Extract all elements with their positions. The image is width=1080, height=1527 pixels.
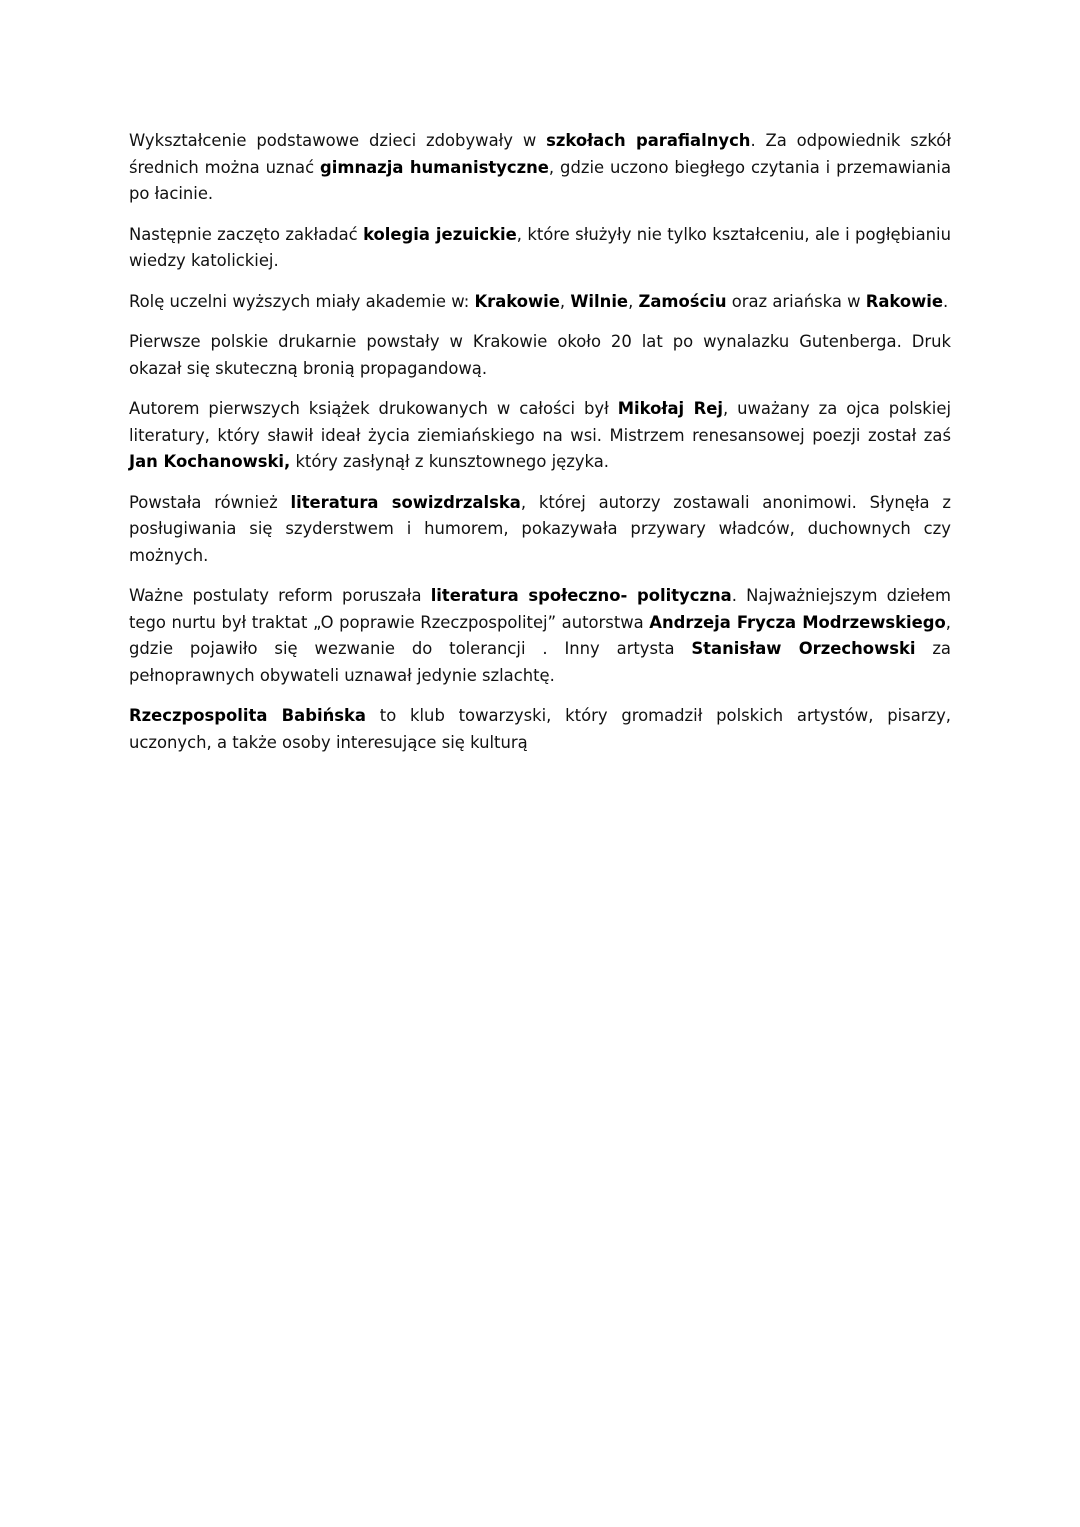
bold-term: kolegia jezuickie (363, 224, 517, 244)
text-run: Rolę uczelni wyższych miały akademie w: (129, 291, 475, 311)
paragraph-sowizdrzal-literature (129, 490, 951, 570)
bold-term: Rakowie (865, 291, 944, 311)
text-run: , (559, 291, 571, 311)
document-body (129, 128, 951, 770)
bold-term: szkołach parafialnych (546, 131, 751, 150)
text-run: . (943, 291, 949, 311)
text-run: który zasłynął z kunsztownego języka. (290, 452, 609, 471)
text-run: Ważne postulaty reform poruszała (129, 586, 431, 605)
text-run: . Najważniejszym dziełem tego nurtu był traktat „O poprawie Rzeczpospolitej” autorstwa (129, 586, 951, 632)
text-run: , gdzie pojawiło się wezwanie do tolerancji . Inny artysta (129, 612, 951, 658)
bold-term: Wilnie (570, 291, 629, 311)
paragraph-printing-houses (129, 329, 951, 382)
paragraph-academies (129, 289, 951, 316)
text-run: , której autorzy zostawali anonimowi. Słynęła z posługiwania się szyderstwem i humorem, pokazywała przywary władców, duchownych czy możnych. (129, 492, 951, 565)
text-run: , (628, 291, 639, 311)
bold-term: Zamościu (638, 291, 727, 311)
paragraph-political-literature (129, 583, 951, 689)
bold-term: literatura społeczno- polityczna (430, 586, 732, 605)
text-run: , uważany za ojca polskiej literatury, który sławił ideał życia ziemiańskiego na wsi. Mistrzem renesansowej poezji został zaś (129, 399, 951, 445)
text-run: Pierwsze polskie drukarnie powstały w Krakowie około 20 lat po wynalazku Gutenberga. Druk okazał się skuteczną bronią propagandową. (129, 332, 951, 378)
bold-term: literatura sowizdrzalska (290, 492, 521, 512)
text-run: Wykształcenie podstawowe dzieci zdobywały w (129, 131, 547, 150)
bold-term: Andrzeja Frycza Modrzewskiego (649, 612, 946, 632)
text-run: . Za odpowiednik szkół średnich można uznać (129, 131, 951, 177)
bold-term: gimnazja humanistyczne (320, 157, 549, 177)
text-run: to klub towarzyski, który gromadził polskich artystów, pisarzy, uczonych, a także osoby interesujące się kulturą (129, 706, 951, 752)
bold-term: Jan Kochanowski, (129, 452, 291, 471)
paragraph-babin-republic (129, 703, 951, 756)
text-run: Autorem pierwszych książek drukowanych w całości był (129, 399, 618, 418)
text-run: Powstała również (129, 492, 291, 512)
text-run: za pełnoprawnych obywateli uznawał jedynie szlachtę. (129, 639, 951, 685)
text-run: , gdzie uczono biegłego czytania i przemawiania po łacinie. (129, 157, 951, 203)
paragraph-jesuit-colleges (129, 222, 951, 275)
bold-term: Stanisław Orzechowski (691, 639, 916, 658)
bold-term: Krakowie (474, 291, 560, 311)
paragraph-rej-kochanowski (129, 396, 951, 476)
text-run: oraz ariańska w (726, 291, 866, 311)
paragraph-parish-schools (129, 128, 951, 208)
text-run: , które służyły nie tylko kształceniu, ale i pogłębianiu wiedzy katolickiej. (129, 224, 951, 270)
bold-term: Rzeczpospolita Babińska (129, 706, 366, 725)
bold-term: Mikołaj Rej (617, 399, 723, 418)
text-run: Następnie zaczęto zakładać (129, 224, 364, 244)
